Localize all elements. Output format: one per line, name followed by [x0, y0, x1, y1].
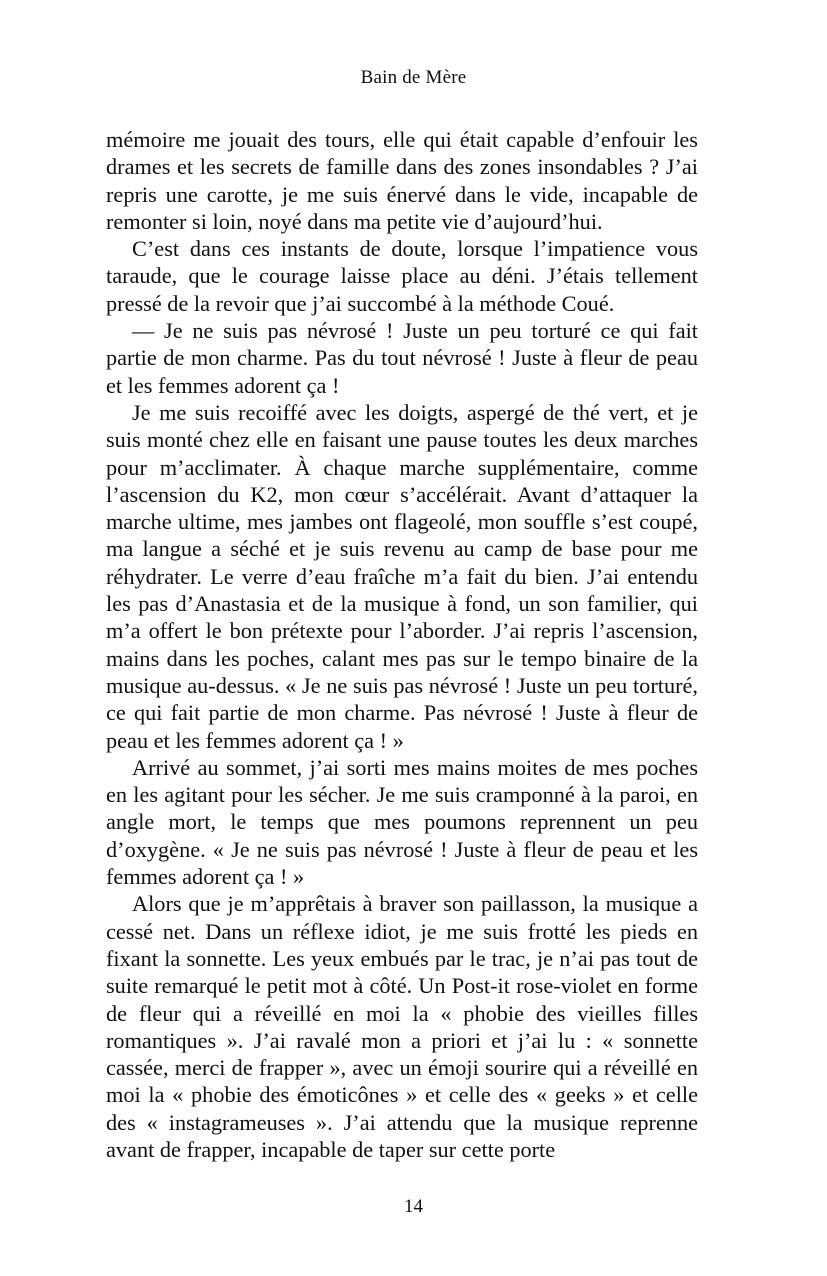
paragraph-1: mémoire me jouait des tours, elle qui était capable d’enfouir les drames et les secrets de famille dans des zones insondables ? J’ai repris une carotte, je me suis énervé dans le vide, incapable de remonter si loin, noyé dans ma petite vie d’aujourd’hui.	[106, 127, 698, 234]
paragraph-6: Alors que je m’apprêtais à braver son paillasson, la musique a cessé net. Dans un réflexe idiot, je me suis frotté les pieds en fixant la sonnette. Les yeux embués par le trac, je n’ai pas tout de suite remarqué le petit mot à côté. Un Post-it rose-violet en forme de fleur qui a réveillé en moi la « phobie des vieilles filles romantiques ». J’ai ravalé mon a priori et j’ai lu : « sonnette cassée, merci de frapper », avec un émoji sourire qui a réveillé en moi la « phobie des émoticônes » et celle des « geeks » et celle des « instagrameuses ». J’ai attendu que la musique reprenne avant de frapper, incapable de taper sur cette porte	[106, 891, 698, 1162]
paragraph-3-dialogue: — Je ne suis pas névrosé ! Juste un peu torturé ce qui fait partie de mon charme. Pas du tout névrosé ! Juste à fleur de peau et les femmes adorent ça !	[106, 318, 698, 398]
paragraph-2: C’est dans ces instants de doute, lorsque l’impatience vous taraude, que le courage laisse place au déni. J’étais tellement pressé de la revoir que j’ai succombé à la méthode Coué.	[106, 236, 698, 316]
body-text	[106, 126, 698, 1163]
paragraph-4: Je me suis recoiffé avec les doigts, aspergé de thé vert, et je suis monté chez elle en faisant une pause toutes les deux marches pour m’acclimater. À chaque marche supplémentaire, comme l’ascension du K2, mon cœur s’accélérait. Avant d’attaquer la marche ultime, mes jambes ont flageolé, mon souffle s’est coupé, ma langue a séché et je suis revenu au camp de base pour me réhydrater. Le verre d’eau fraîche m’a fait du bien. J’ai entendu les pas d’Anastasia et de la musique à fond, un son familier, qui m’a offert le bon prétexte pour l’aborder. J’ai repris l’ascension, mains dans les poches, calant mes pas sur le tempo binaire de la musique au-dessus. « Je ne suis pas névrosé ! Juste un peu torturé, ce qui fait partie de mon charme. Pas névrosé ! Juste à fleur de peau et les femmes adorent ça ! »	[106, 399, 698, 753]
paragraph-5: Arrivé au sommet, j’ai sorti mes mains moites de mes poches en les agitant pour les sécher. Je me suis cramponné à la paroi, en angle mort, le temps que mes poumons reprennent un peu d’oxygène. « Je ne suis pas névrosé ! Juste à fleur de peau et les femmes adorent ça ! »	[106, 754, 698, 890]
page-number: 14	[404, 1196, 423, 1217]
running-head: Bain de Mère	[360, 67, 467, 88]
